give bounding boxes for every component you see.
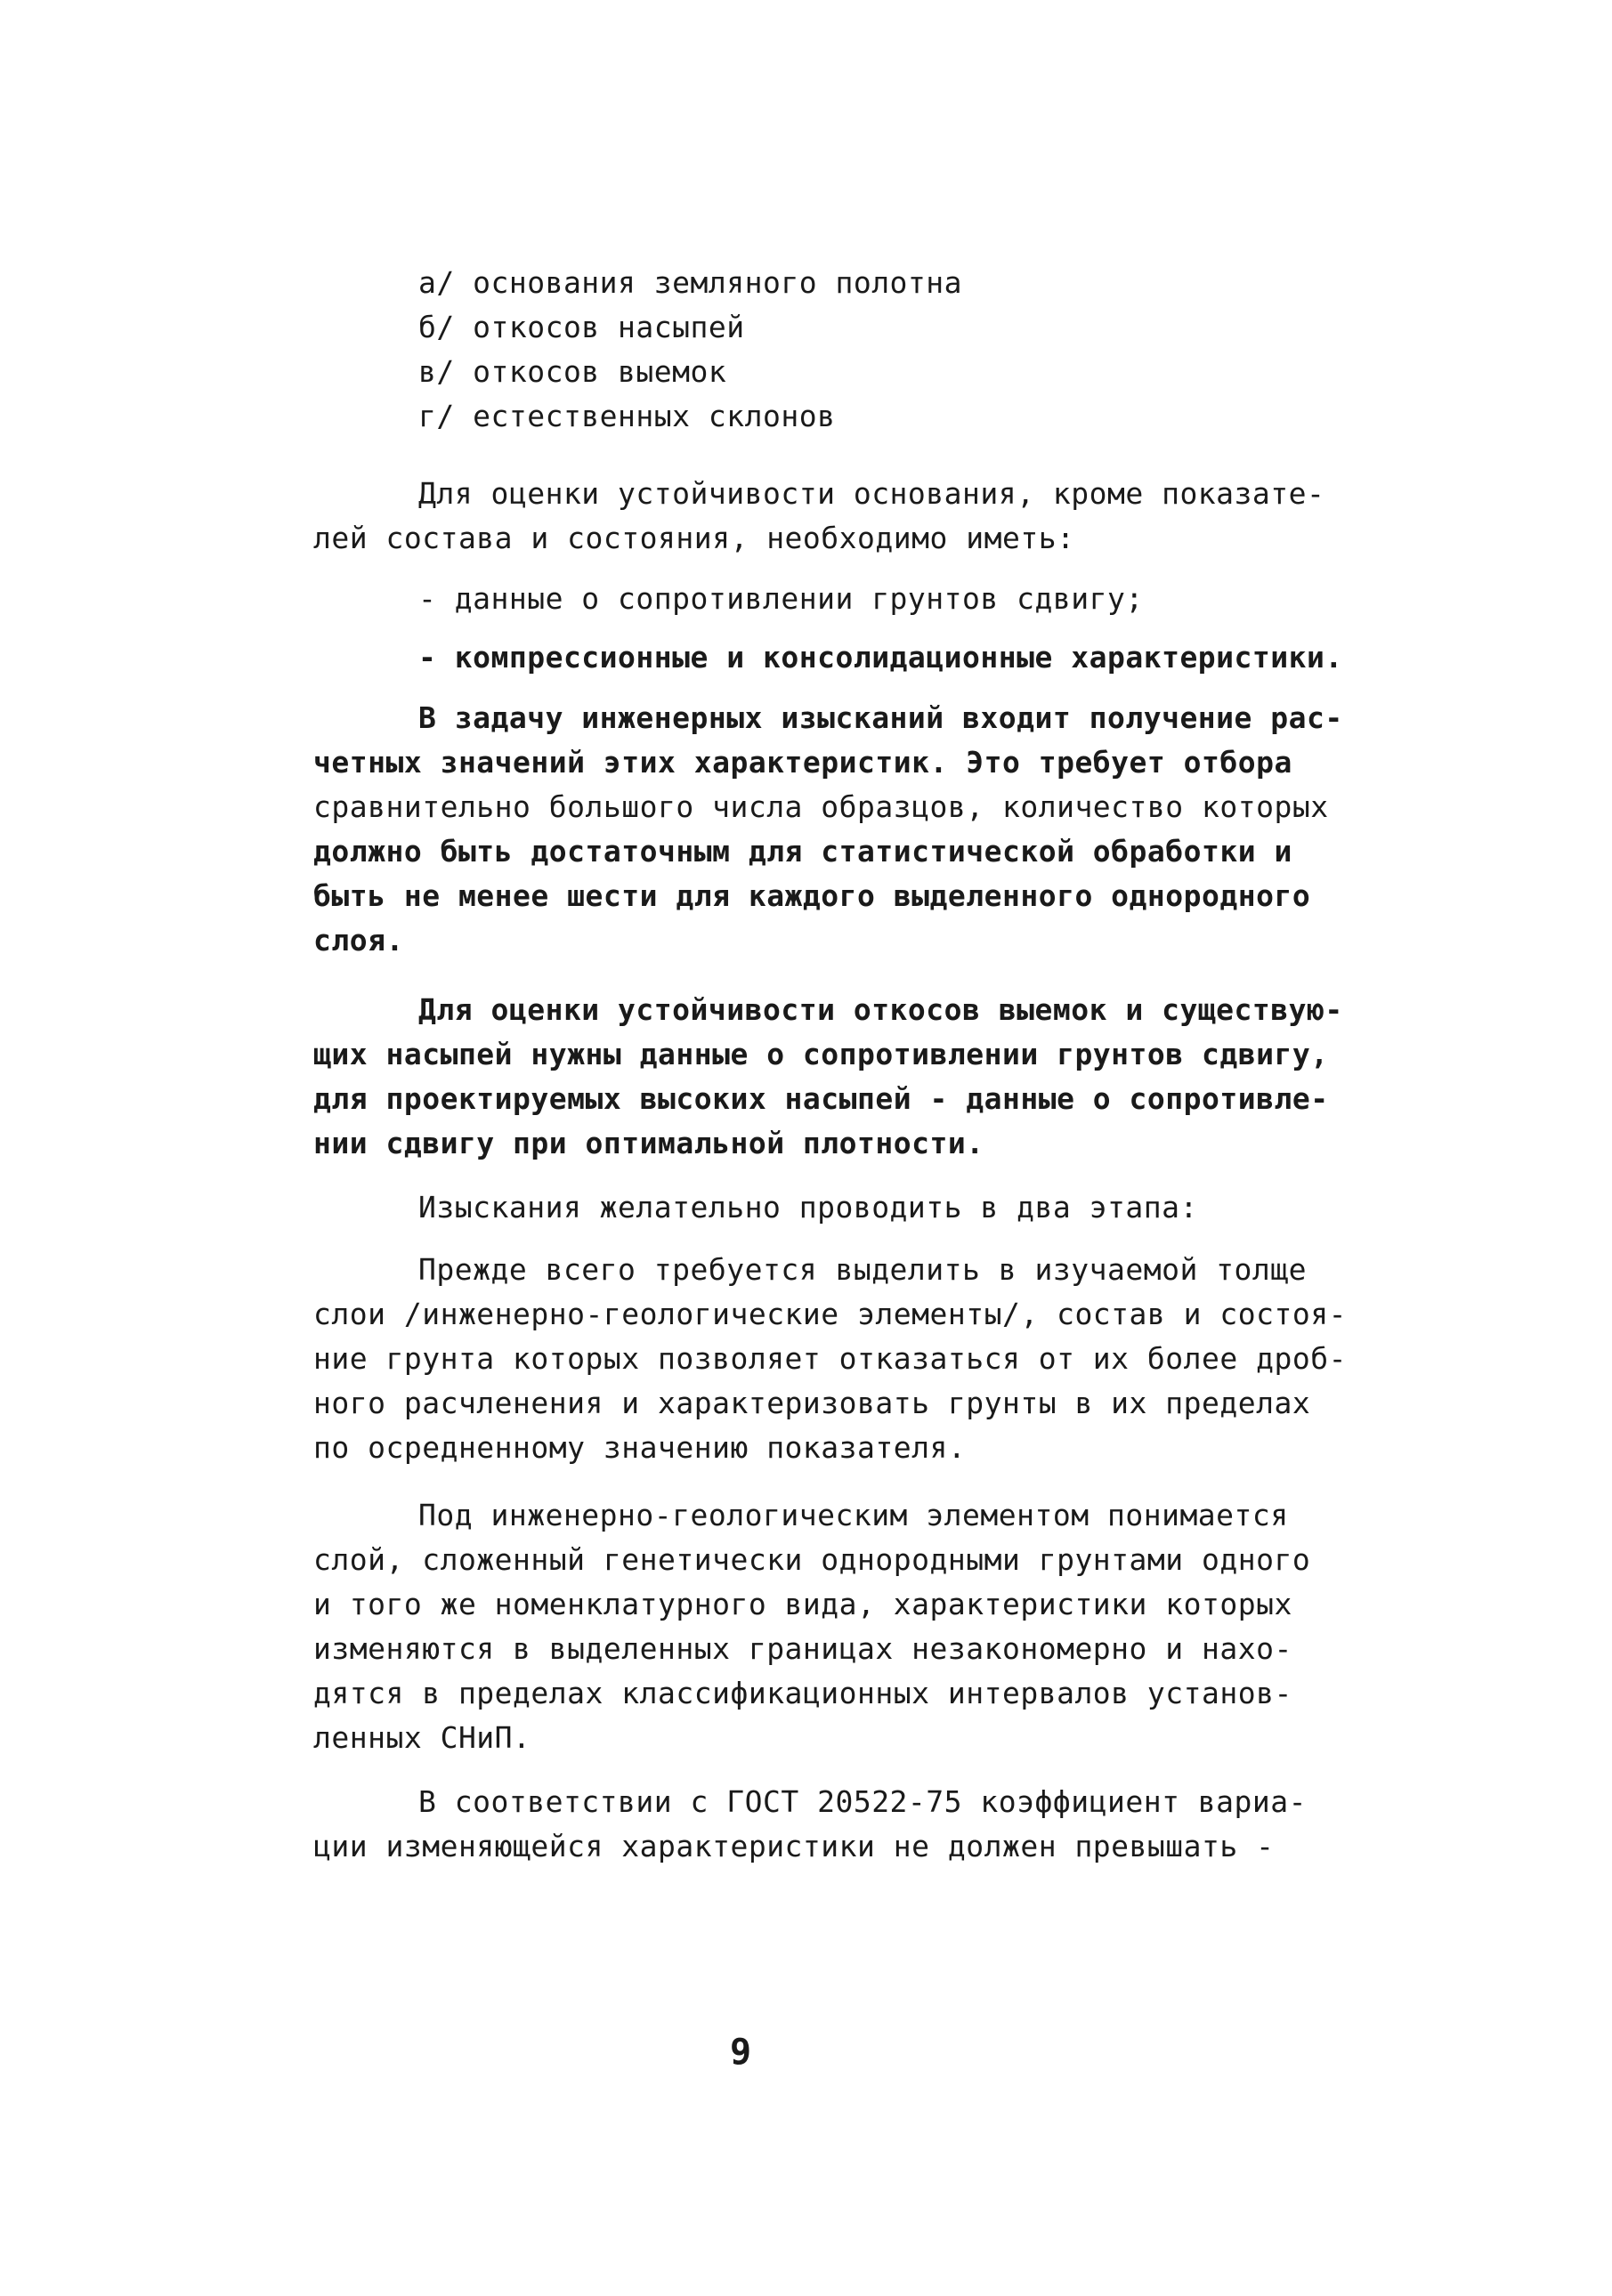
list-item-d: г/ естественных склонов	[418, 399, 836, 433]
dash-item-2: - компрессионные и консолидационные характеристики.	[418, 640, 1343, 675]
paragraph-7-line-2: ции изменяющейся характеристики не должен превышать -	[313, 1829, 1275, 1863]
paragraph-5-line-3: ние грунта которых позволяет отказаться от их более дроб-	[313, 1341, 1347, 1376]
paragraph-2-line-3: сравнительно большого числа образцов, количество которых	[313, 789, 1329, 824]
paragraph-6-line-6: ленных СНиП.	[313, 1720, 531, 1755]
paragraph-5-line-4: ного расчленения и характеризовать грунты в их пределах	[313, 1386, 1311, 1420]
paragraph-2-line-4: должно быть достаточным для статистической обработки и	[313, 834, 1292, 869]
paragraph-6-line-4: изменяются в выделенных границах незакономерно и нахо-	[313, 1631, 1292, 1666]
paragraph-4-line-1: Изыскания желательно проводить в два этапа:	[418, 1190, 1198, 1225]
paragraph-3-line-2: щих насыпей нужны данные о сопротивлении грунтов сдвигу,	[313, 1037, 1329, 1071]
paragraph-2-line-6: слоя.	[313, 923, 404, 958]
paragraph-1-line-1: Для оценки устойчивости основания, кроме показате-	[418, 476, 1325, 511]
paragraph-5-line-5: по осредненному значению показателя.	[313, 1430, 967, 1465]
page-number: 9	[730, 2032, 752, 2073]
list-item-b: б/ откосов насыпей	[418, 310, 745, 344]
paragraph-2-line-5: быть не менее шести для каждого выделенного однородного	[313, 878, 1311, 913]
list-item-a: а/ основания земляного полотна	[418, 265, 963, 300]
paragraph-5-line-2: слои /инженерно-геологические элементы/, состав и состоя-	[313, 1297, 1347, 1331]
paragraph-6-line-3: и того же номенклатурного вида, характеристики которых	[313, 1587, 1292, 1621]
paragraph-2-line-1: В задачу инженерных изысканий входит получение рас-	[418, 700, 1343, 735]
paragraph-3-line-4: нии сдвигу при оптимальной плотности.	[313, 1126, 984, 1160]
paragraph-3-line-1: Для оценки устойчивости откосов выемок и существую-	[418, 992, 1343, 1027]
paragraph-2-line-2: четных значений этих характеристик. Это требует отбора	[313, 745, 1292, 780]
paragraph-5-line-1: Прежде всего требуется выделить в изучаемой толще	[418, 1252, 1308, 1287]
dash-item-1: - данные о сопротивлении грунтов сдвигу;	[418, 581, 1144, 616]
paragraph-1-line-2: лей состава и состояния, необходимо иметь:	[313, 521, 1075, 555]
paragraph-6-line-1: Под инженерно-геологическим элементом понимается	[418, 1498, 1289, 1532]
paragraph-6-line-2: слой, сложенный генетически однородными грунтами одного	[313, 1542, 1311, 1577]
list-item-c: в/ откосов выемок	[418, 354, 727, 389]
paragraph-7-line-1: В соответствии с ГОСТ 20522-75 коэффициент вариа-	[418, 1784, 1308, 1819]
paragraph-6-line-5: дятся в пределах классификационных интервалов установ-	[313, 1676, 1292, 1710]
paragraph-3-line-3: для проектируемых высоких насыпей - данные о сопротивле-	[313, 1081, 1329, 1116]
